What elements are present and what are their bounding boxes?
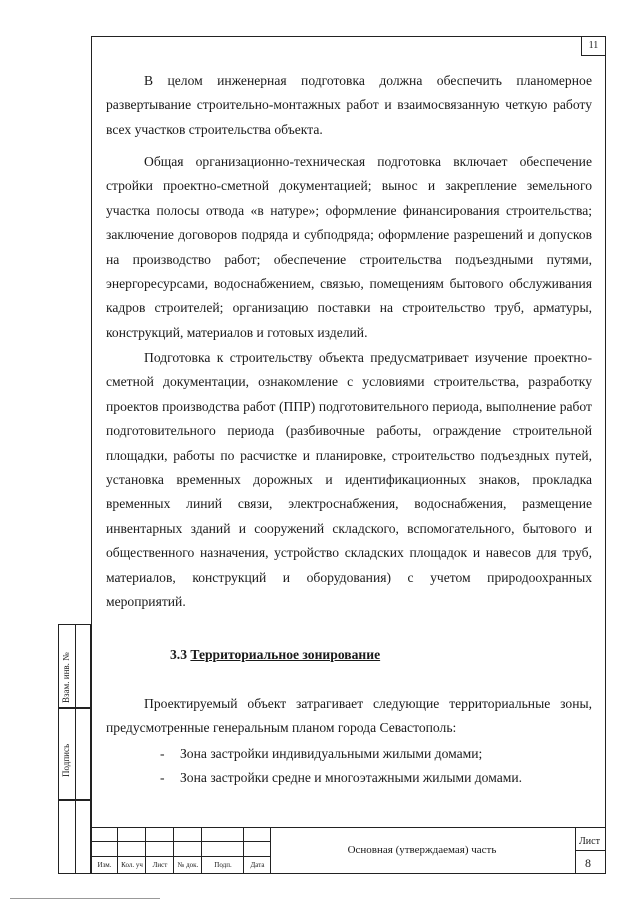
- title-col-izm: Изм.: [97, 861, 112, 869]
- bullet-dash: -: [160, 770, 165, 785]
- corner-page-number: 11: [581, 36, 606, 56]
- section-heading: [170, 647, 380, 663]
- side-stamp-vzam: [58, 624, 91, 708]
- paragraph-2: Общая организационно-техническая подготовка включает обеспечение стройки проектно-сметной документацией; вынос и закрепление земельного участка полосы отвода «в натуре»; оформление финансирования строительства; заключение договоров подряда и субподряда; оформление разрешений и допусков на производство работ; обеспечение строительства подъездными путями, энергоресурсами, водоснабжением, связью, помещениям бытового обслуживания кадров строителей; организацию поставки на строительство труб, арматуры, конструкций, материалов и готовых изделий.: [106, 154, 592, 340]
- title-col-data: Дата: [250, 861, 265, 869]
- zones-intro: Проектируемый объект затрагивает следующие территориальные зоны, предусмотренные генеральным планом города Севастополь:: [106, 696, 592, 736]
- bullet-text: Зона застройки средне и многоэтажными жилыми домами.: [180, 770, 523, 785]
- title-col-doc: № док.: [177, 861, 199, 869]
- section-title: Территориальное зонирование: [190, 647, 381, 662]
- title-col-kol-uch: Кол. уч: [121, 861, 143, 869]
- title-col-podp: Подп.: [214, 861, 232, 869]
- side-stamp-blank: [58, 800, 91, 874]
- document-title: Основная (утверждаемая) часть: [347, 844, 497, 856]
- scan-edge-line: [10, 898, 160, 899]
- title-col-list: Лист: [152, 861, 168, 869]
- sheet-number: 8: [585, 856, 591, 870]
- section-number: 3.3: [170, 647, 187, 662]
- sheet-label: Лист: [579, 836, 600, 847]
- side-label-vzam: Взам. инв. №: [61, 652, 71, 703]
- bullet-item: [160, 766, 522, 790]
- paragraph-3: Подготовка к строительству объекта предусматривает изучение проектно-сметной документации, ознакомление с условиями строительства, разработку проектов производства работ (ППР) подготовительного периода, выполнение работ подготовительного периода (разбивочные работы, ограждение строительной площадки, работы по расчистке и планировке, строительство подъездных путей, установка временных дорожных и идентификационных знаков, прокладка временных линий связи, электроснабжения, водоснабжения, размещение инвентарных зданий и сооружений складского, вспомогательного, бытового и общественного назначения, устройство складских площадок и навесов для труб, материалов, конструкций и оборудования) с учетом природоохранных мероприятий.: [106, 350, 592, 610]
- side-stamp-podpis: [58, 708, 91, 800]
- bullet-item: [160, 742, 482, 766]
- paragraph-1: В целом инженерная подготовка должна обеспечить планомерное развертывание строительно-монтажных работ и взаимосвязанную четкую работу всех участков строительства объекта.: [106, 73, 592, 137]
- bullet-text: Зона застройки индивидуальными жилыми домами;: [180, 746, 483, 761]
- bullet-dash: -: [160, 746, 165, 761]
- side-label-podpis: Подпись: [61, 743, 71, 777]
